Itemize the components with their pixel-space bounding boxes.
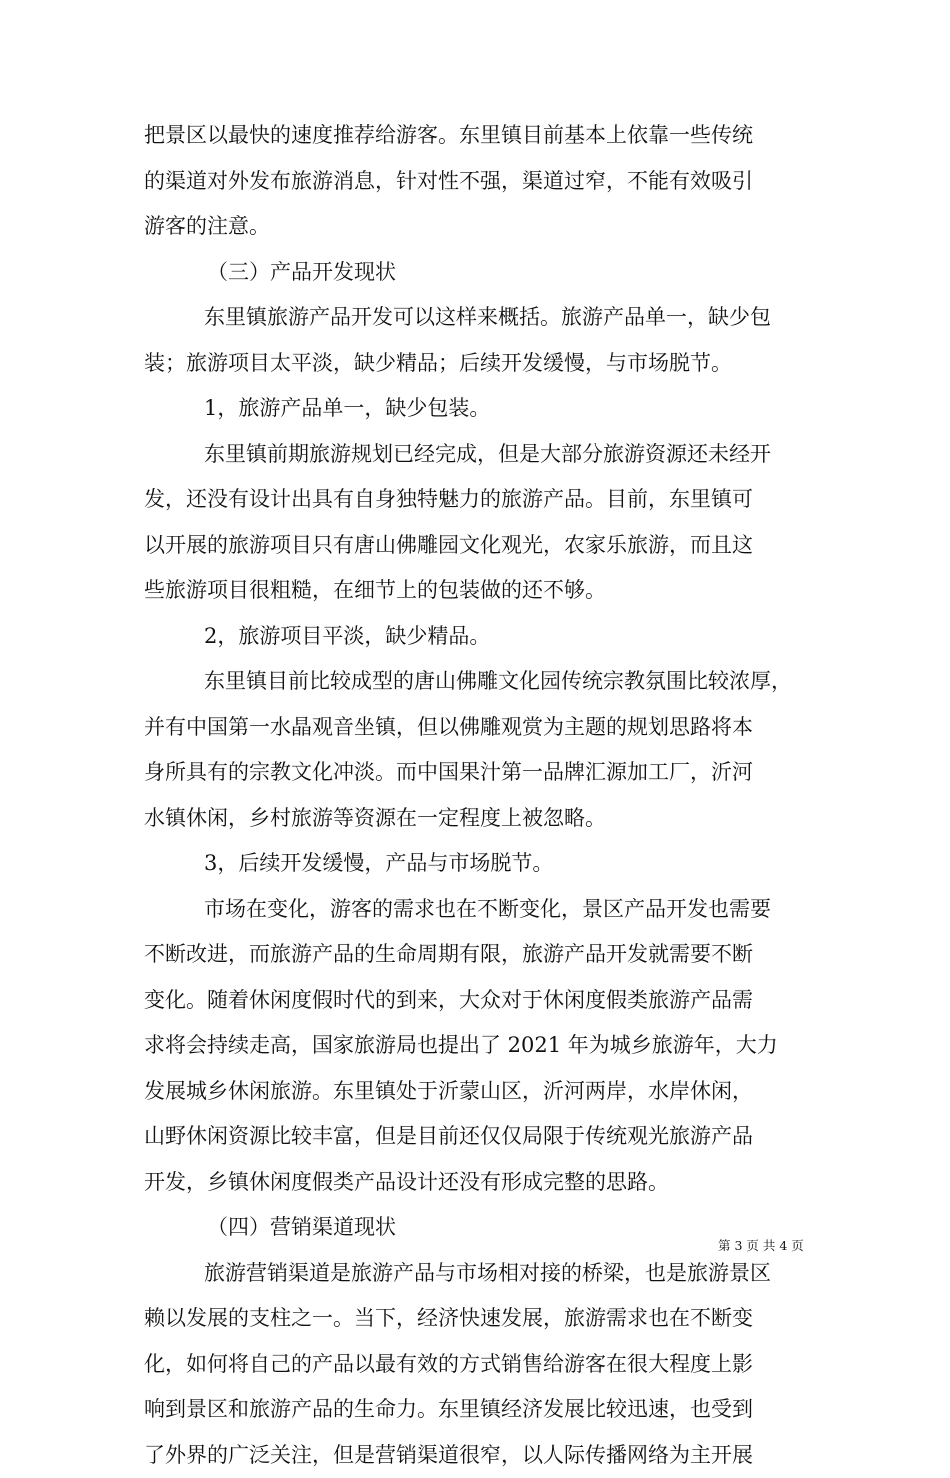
- section-heading: （三）产品开发现状: [144, 250, 808, 296]
- paragraph-start: 市场在变化，游客的需求也在不断变化，景区产品开发也需要: [144, 887, 808, 933]
- text-line: 些旅游项目很粗糙，在细节上的包装做的还不够。: [144, 568, 808, 614]
- text-line: 不断改进，而旅游产品的生命周期有限，旅游产品开发就需要不断: [144, 932, 808, 978]
- subheading: 3，后续开发缓慢，产品与市场脱节。: [144, 841, 808, 887]
- text-line: 了外界的广泛关注，但是营销渠道很窄，以人际传播网络为主开展: [144, 1433, 808, 1478]
- paragraph-start: 东里镇旅游产品开发可以这样来概括。旅游产品单一，缺少包: [144, 295, 808, 341]
- text-line: 以开展的旅游项目只有唐山佛雕园文化观光，农家乐旅游，而且这: [144, 523, 808, 569]
- text-line: 身所具有的宗教文化冲淡。而中国果汁第一品牌汇源加工厂，沂河: [144, 750, 808, 796]
- page-footer: 第 3 页 共 4 页: [718, 1238, 804, 1254]
- text-line: 装；旅游项目太平淡，缺少精品；后续开发缓慢，与市场脱节。: [144, 341, 808, 387]
- text-line: 的渠道对外发布旅游消息，针对性不强，渠道过窄，不能有效吸引: [144, 159, 808, 205]
- text-line: 把景区以最快的速度推荐给游客。东里镇目前基本上依靠一些传统: [144, 113, 808, 159]
- text-line: 开发，乡镇休闲度假类产品设计还没有形成完整的思路。: [144, 1160, 808, 1206]
- subheading: 1，旅游产品单一，缺少包装。: [144, 386, 808, 432]
- subheading: 2，旅游项目平淡，缺少精品。: [144, 614, 808, 660]
- text-line: 赖以发展的支柱之一。当下，经济快速发展，旅游需求也在不断变: [144, 1296, 808, 1342]
- section-heading: （四）营销渠道现状: [144, 1205, 808, 1251]
- text-line: 变化。随着休闲度假时代的到来，大众对于休闲度假类旅游产品需: [144, 978, 808, 1024]
- text-line: 山野休闲资源比较丰富，但是目前还仅仅局限于传统观光旅游产品: [144, 1114, 808, 1160]
- paragraph-start: 东里镇前期旅游规划已经完成，但是大部分旅游资源还未经开: [144, 432, 808, 478]
- paragraph-start: 旅游营销渠道是旅游产品与市场相对接的桥梁，也是旅游景区: [144, 1251, 808, 1297]
- text-line: 求将会持续走高，国家旅游局也提出了 2021 年为城乡旅游年，大力: [144, 1023, 808, 1069]
- paragraph-start: 东里镇目前比较成型的唐山佛雕文化园传统宗教氛围比较浓厚，: [144, 659, 808, 705]
- body-text: [144, 113, 808, 1478]
- text-line: 发，还没有设计出具有自身独特魅力的旅游产品。目前，东里镇可: [144, 477, 808, 523]
- text-line: 发展城乡休闲旅游。东里镇处于沂蒙山区，沂河两岸，水岸休闲，: [144, 1069, 808, 1115]
- text-line: 游客的注意。: [144, 204, 808, 250]
- text-line: 并有中国第一水晶观音坐镇，但以佛雕观赏为主题的规划思路将本: [144, 705, 808, 751]
- text-line: 化，如何将自己的产品以最有效的方式销售给游客在很大程度上影: [144, 1342, 808, 1388]
- text-line: 响到景区和旅游产品的生命力。东里镇经济发展比较迅速，也受到: [144, 1387, 808, 1433]
- text-line: 水镇休闲，乡村旅游等资源在一定程度上被忽略。: [144, 796, 808, 842]
